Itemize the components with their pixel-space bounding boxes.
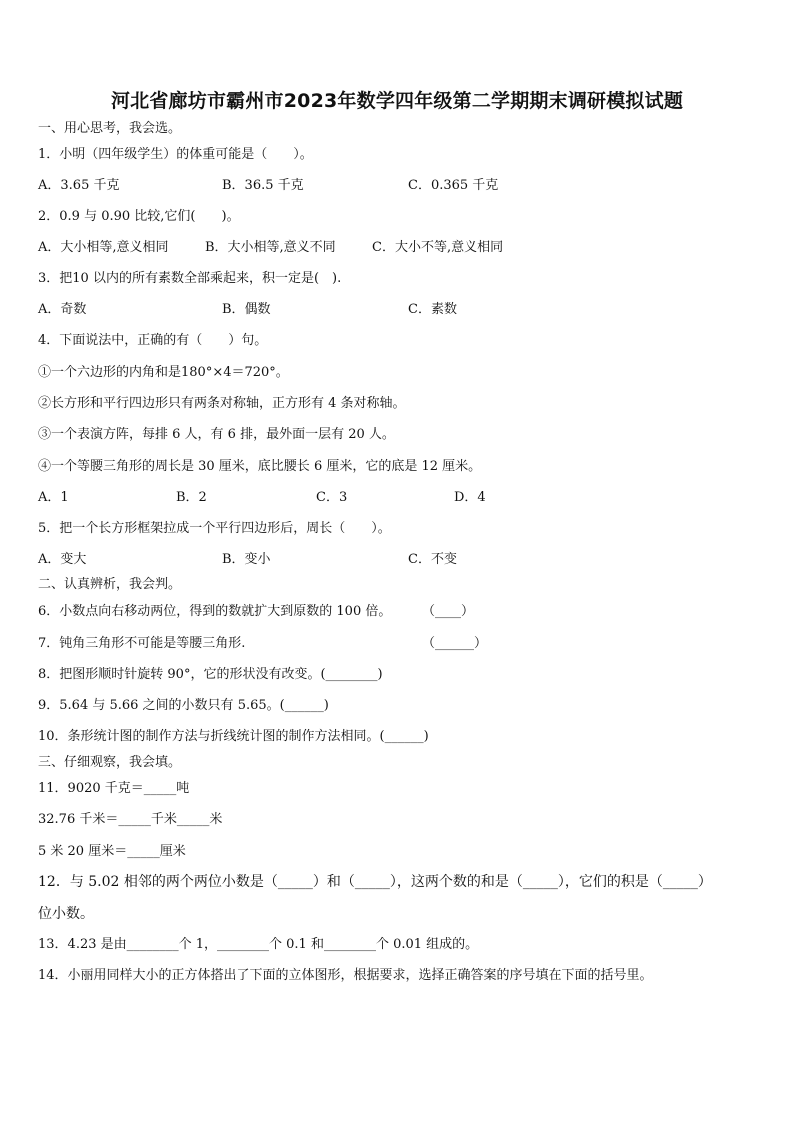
question-11-line-2: 32.76 千米＝_____千米_____米 xyxy=(38,812,223,827)
question-14: 14．小丽用同样大小的正方体搭出了下面的立体图形，根据要求，选择正确答案的序号填在下面的括号里。 xyxy=(38,968,653,983)
q4-statement-2: ②长方形和平行四边形只有两条对称轴，正方形有 4 条对称轴。 xyxy=(38,396,406,411)
q1-option-a: A．3.65 千克 xyxy=(38,178,120,193)
q4-statement-1: ①一个六边形的内角和是180°×4＝720°。 xyxy=(38,365,289,380)
section-heading-1: 一、用心思考，我会选。 xyxy=(38,121,182,136)
question-12-line-1: 12．与 5.02 相邻的两个两位小数是（_____）和（_____），这两个数的和是（_____），它们的积是（_____） xyxy=(38,874,712,890)
q3-option-b: B．偶数 xyxy=(222,302,271,317)
q2-option-a: A．大小相等,意义相同 xyxy=(38,240,169,255)
q2-option-c: C．大小不等,意义相同 xyxy=(372,240,504,255)
section-heading-2: 二、认真辨析，我会判。 xyxy=(38,577,182,592)
question-12-line-2: 位小数。 xyxy=(38,906,94,922)
q1-option-b: B．36.5 千克 xyxy=(222,178,304,193)
q5-option-a: A．变大 xyxy=(38,552,87,567)
section-heading-3: 三、仔细观察，我会填。 xyxy=(38,755,182,770)
question-6: 6．小数点向右移动两位，得到的数就扩大到原数的 100 倍。 xyxy=(38,604,392,619)
question-3: 3．把10 以内的所有素数全部乘起来，积一定是( ). xyxy=(38,271,342,286)
q4-option-a: A．1 xyxy=(38,490,69,505)
question-1: 1．小明（四年级学生）的体重可能是（ ）。 xyxy=(38,147,313,162)
q7-answer-blank: （______） xyxy=(422,636,488,651)
q4-option-d: D．4 xyxy=(454,490,486,505)
question-8: 8．把图形顺时针旋转 90°，它的形状没有改变。(________) xyxy=(38,667,383,682)
question-5: 5．把一个长方形框架拉成一个平行四边形后，周长（ ）。 xyxy=(38,521,391,536)
question-2: 2．0.9 与 0.90 比较,它们( )。 xyxy=(38,209,240,224)
question-7: 7．钝角三角形不可能是等腰三角形. xyxy=(38,636,246,651)
q2-option-b: B．大小相等,意义不同 xyxy=(205,240,336,255)
question-9: 9．5.64 与 5.66 之间的小数只有 5.65。(______) xyxy=(38,698,329,713)
q1-option-c: C．0.365 千克 xyxy=(408,178,499,193)
q4-option-c: C．3 xyxy=(316,490,348,505)
q4-statement-3: ③一个表演方阵，每排 6 人，有 6 排，最外面一层有 20 人。 xyxy=(38,427,395,442)
q3-option-a: A．奇数 xyxy=(38,302,87,317)
q5-option-c: C．不变 xyxy=(408,552,457,567)
question-4: 4．下面说法中，正确的有（ ）句。 xyxy=(38,333,268,348)
question-11-line-3: 5 米 20 厘米＝_____厘米 xyxy=(38,844,186,859)
question-13: 13．4.23 是由________个 1，________个 0.1 和________个 0.01 组成的。 xyxy=(38,937,479,952)
q4-statement-4: ④一个等腰三角形的周长是 30 厘米，底比腰长 6 厘米，它的底是 12 厘米。 xyxy=(38,459,482,474)
question-11-line-1: 11．9020 千克＝_____吨 xyxy=(38,781,190,796)
q6-answer-blank: （____） xyxy=(422,604,475,619)
q5-option-b: B．变小 xyxy=(222,552,271,567)
q4-option-b: B．2 xyxy=(176,490,207,505)
q3-option-c: C．素数 xyxy=(408,302,457,317)
page-title: 河北省廊坊市霸州市2023年数学四年级第二学期期末调研模拟试题 xyxy=(110,90,684,112)
question-10: 10．条形统计图的制作方法与折线统计图的制作方法相同。(______) xyxy=(38,729,429,744)
